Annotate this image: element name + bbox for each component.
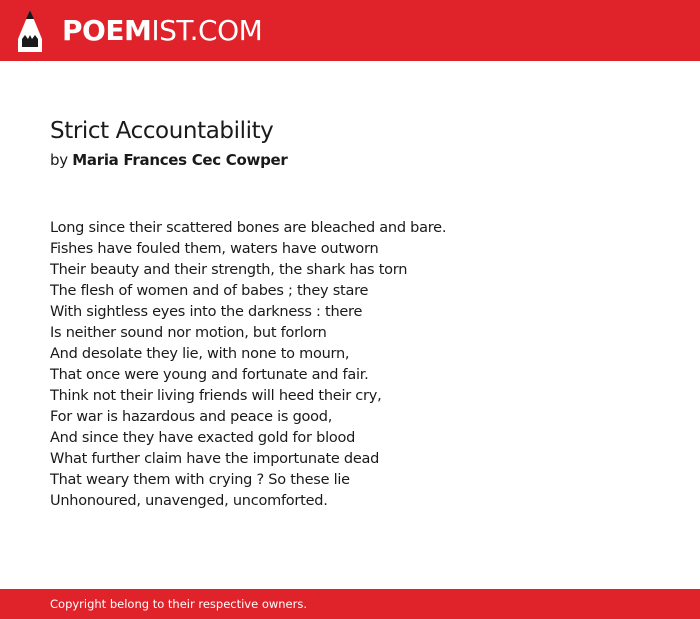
- poem-line: Unhonoured, unavenged, uncomforted.: [50, 493, 328, 509]
- poem-line: With sightless eyes into the darkness : there: [50, 304, 363, 320]
- poem-line: Their beauty and their strength, the shark has torn: [50, 262, 408, 278]
- poem-line: For war is hazardous and peace is good,: [50, 409, 333, 425]
- site-footer: [0, 589, 700, 619]
- poem-title: Strict Accountability: [50, 118, 274, 144]
- logo-text-light: IST.COM: [151, 14, 263, 47]
- poem-line: And desolate they lie, with none to mourn,: [50, 346, 350, 362]
- poem-line: That weary them with crying ? So these lie: [50, 472, 350, 488]
- poem-line: What further claim have the importunate dead: [50, 451, 380, 467]
- site-header: [0, 0, 700, 61]
- poem-line: Is neither sound nor motion, but forlorn: [50, 325, 327, 341]
- poem-line: Think not their living friends will heed their cry,: [50, 388, 382, 404]
- byline-prefix: by: [50, 151, 68, 169]
- site-logo-text: [62, 9, 262, 53]
- poem-line: Long since their scattered bones are bleached and bare.: [50, 220, 447, 236]
- poem-line: And since they have exacted gold for blood: [50, 430, 356, 446]
- poem-body: [50, 218, 670, 512]
- poem-heading: [50, 116, 670, 171]
- poem-byline: [50, 149, 670, 171]
- footer-copyright: Copyright belong to their respective owners.: [50, 597, 308, 611]
- poem-author: Maria Frances Cec Cowper: [72, 151, 288, 169]
- poem-line: The flesh of women and of babes ; they stare: [50, 283, 369, 299]
- pencil-tip-icon: [17, 9, 43, 53]
- logo-text-strong: POEM: [62, 14, 152, 47]
- poem-line: Fishes have fouled them, waters have outworn: [50, 241, 379, 257]
- site-logo-link[interactable]: [17, 9, 262, 53]
- poem-line: That once were young and fortunate and fair.: [50, 367, 369, 383]
